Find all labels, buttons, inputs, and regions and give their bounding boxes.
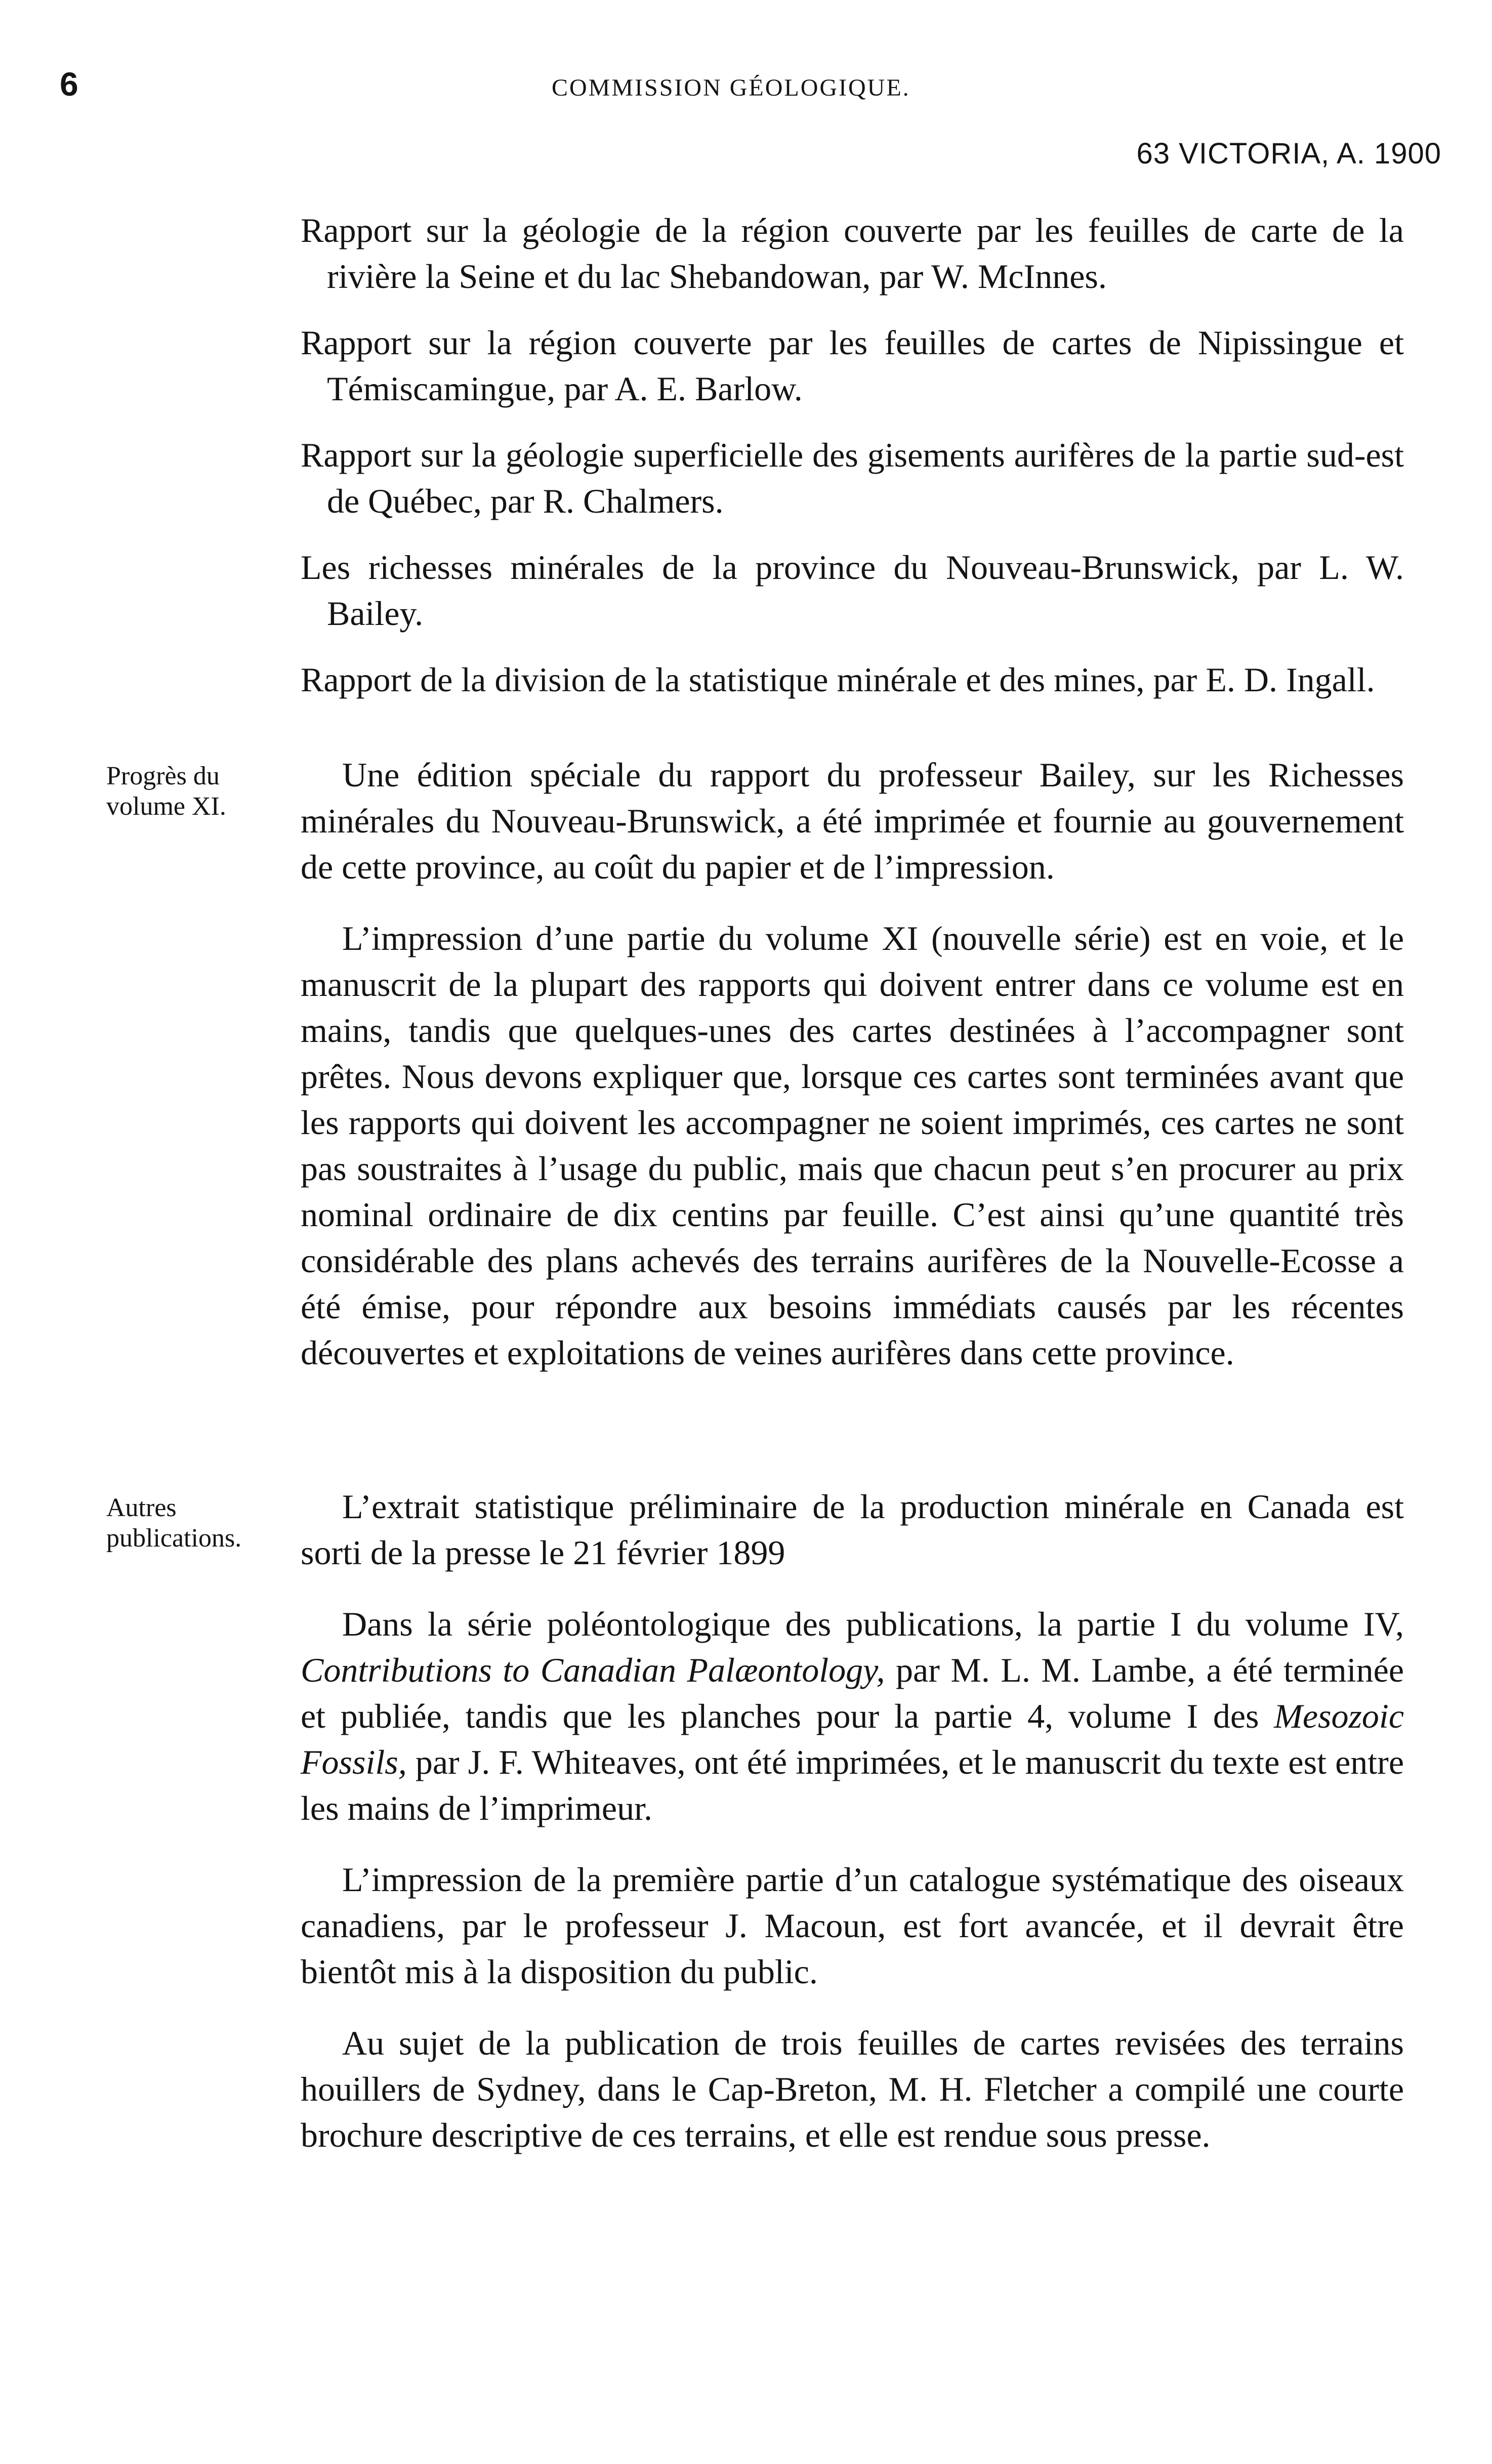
report-item: Rapport sur la géologie de la région couverte par les feuilles de carte de la rivière la Seine et du lac Shebandowan, par W. McInnes. bbox=[301, 211, 1404, 296]
progress-section bbox=[301, 752, 1404, 1401]
margin-note-autres bbox=[106, 1493, 288, 1554]
autres-publications-section bbox=[301, 1484, 1404, 2184]
session-tag: 63 VICTORIA, A. 1900 bbox=[1136, 137, 1441, 170]
report-list bbox=[301, 207, 1404, 723]
italic-title: Mesozoic Fossils, bbox=[301, 1697, 1404, 1781]
margin-note-line: publications. bbox=[106, 1524, 242, 1553]
text-run: par J. F. Whiteaves, ont été imprimées, et le manuscrit du texte est entre les mains de l’imprimeur. bbox=[301, 1743, 1404, 1827]
italic-title: Contributions to Canadian Palæontology, bbox=[301, 1651, 885, 1689]
paragraph: L’impression de la première partie d’un catalogue systématique des oiseaux canadiens, par le professeur J. Macoun, est fort avancée, et il devrait être bientôt mis à la disposition du public. bbox=[301, 1860, 1404, 1991]
paragraph-palaeontology bbox=[301, 1601, 1404, 1831]
paragraph: Au sujet de la publication de trois feuilles de cartes revisées des terrains houillers de Sydney, dans le Cap-Breton, M. H. Fletcher a compilé une courte brochure descriptive de ces terrains, et elle est rendue sous presse. bbox=[301, 2024, 1404, 2154]
report-item: Rapport de la division de la statistique minérale et des mines, par E. D. Ingall. bbox=[301, 660, 1375, 699]
margin-note-line: Autres bbox=[106, 1493, 177, 1522]
margin-note-line: volume XI. bbox=[106, 792, 226, 821]
text-run: par M. L. M. Lambe, a été terminée et publiée, tandis que les planches pour la partie 4, volume I des bbox=[301, 1651, 1404, 1735]
paragraph: L’impression d’une partie du volume XI (nouvelle série) est en voie, et le manuscrit de la plupart des rapports qui doivent entrer dans ce volume est en mains, tandis que quelques-unes des cartes destinées à l’accompagner sont prêtes. Nous devons expliquer que, lorsque ces cartes sont terminées avant que les rapports qui doivent les accompagner ne soient imprimés, ces cartes ne sont pas soustraites à l’usage du public, mais que chacun peut s’en procurer au prix nominal ordinaire de dix centins par feuille. C’est ainsi qu’une quantité très considérable des plans achevés des terrains aurifères de la Nouvelle-Ecosse a été émise, pour répondre aux besoins immédiats causés par les récentes découvertes et exploitations de veines aurifères dans cette province. bbox=[301, 919, 1404, 1372]
margin-note-progress bbox=[106, 761, 288, 822]
running-title: COMMISSION GÉOLOGIQUE. bbox=[552, 74, 910, 101]
margin-note-line: Progrès du bbox=[106, 762, 220, 790]
page-number: 6 bbox=[60, 65, 78, 103]
text-run: Dans la série poléontologique des publications, la partie I du volume IV, bbox=[342, 1605, 1404, 1643]
report-item: Rapport sur la géologie superficielle des gisements aurifères de la partie sud-est de Québec, par R. Chalmers. bbox=[301, 436, 1404, 520]
paragraph: L’extrait statistique préliminaire de la production minérale en Canada est sorti de la presse le 21 février 1899 bbox=[301, 1487, 1404, 1572]
paragraph: Une édition spéciale du rapport du professeur Bailey, sur les Richesses minérales du Nouveau-Brunswick, a été imprimée et fournie au gouvernement de cette province, au coût du papier et de l’impression. bbox=[301, 756, 1404, 886]
report-item: Les richesses minérales de la province du Nouveau-Brunswick, par L. W. Bailey. bbox=[301, 548, 1404, 633]
report-item: Rapport sur la région couverte par les feuilles de cartes de Nipissingue et Témiscamingue, par A. E. Barlow. bbox=[301, 323, 1404, 408]
